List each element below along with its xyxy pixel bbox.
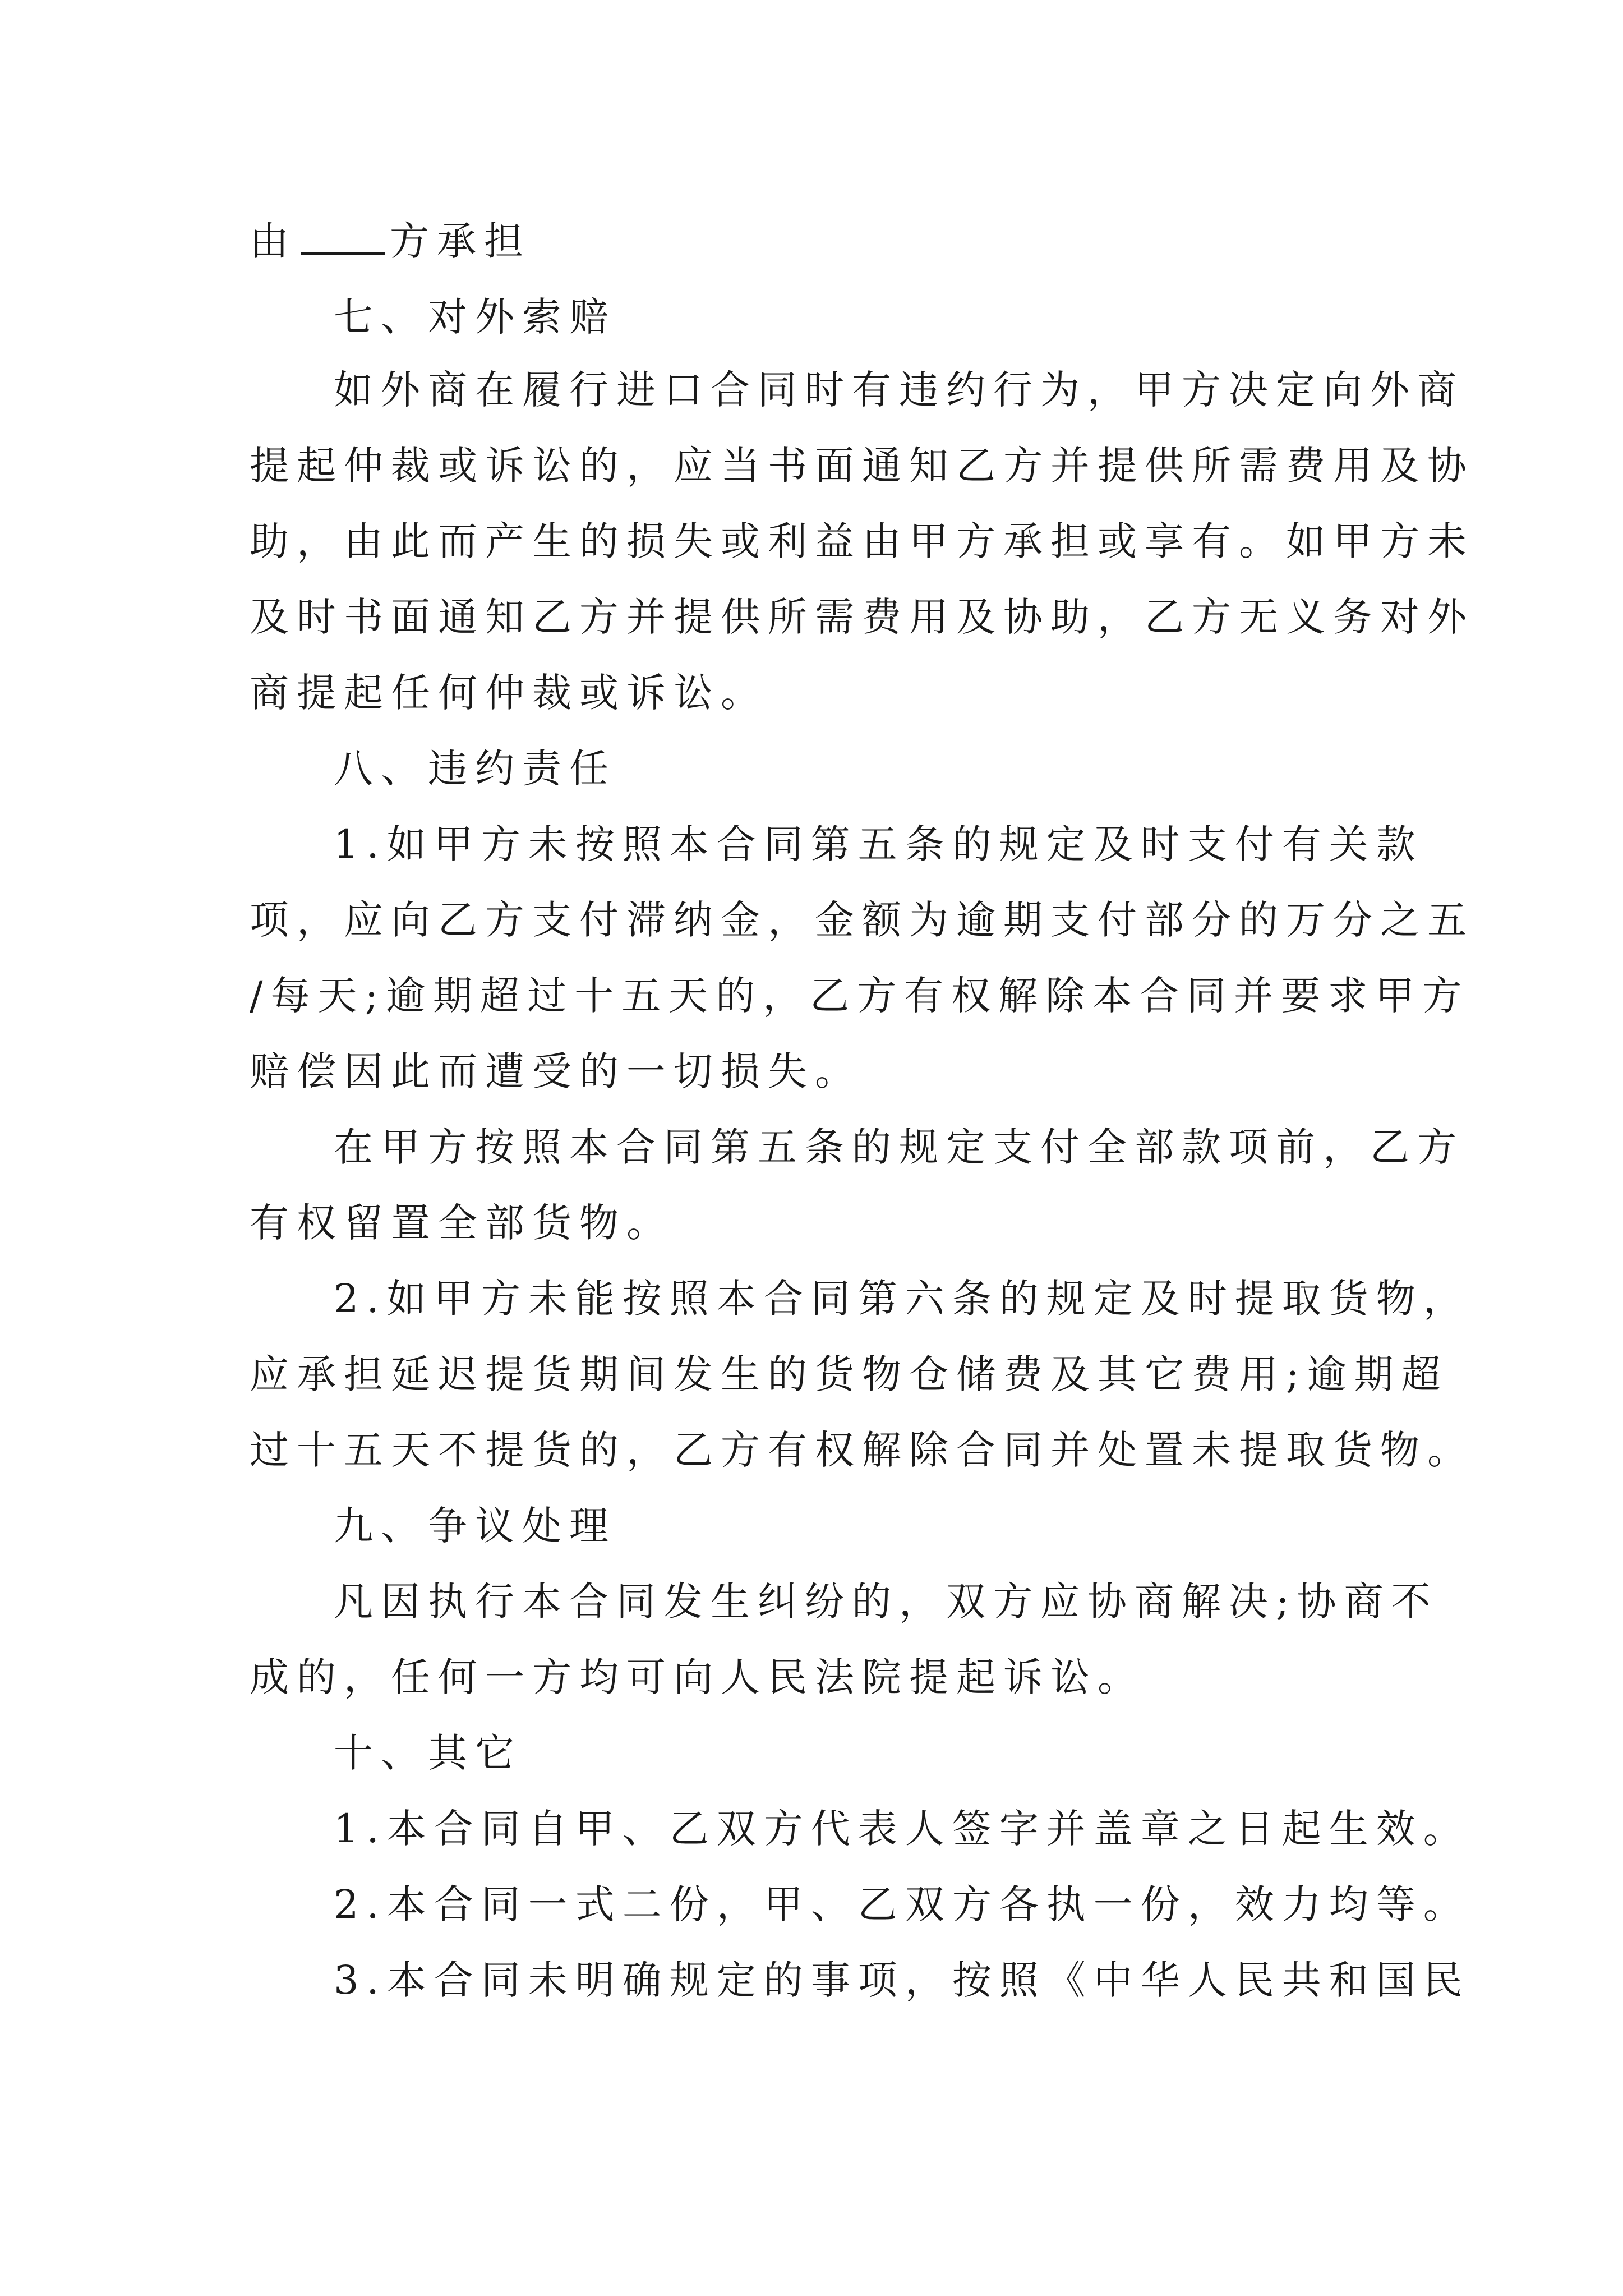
paragraph-line: 2.如甲方未能按照本合同第六条的规定及时提取货物，: [334, 1276, 1470, 1322]
paragraph-line: 赔偿因此而遭受的一切损失。: [250, 1048, 862, 1094]
paragraph-line: 应承担延迟提货期间发生的货物仓储费及其它费用;逾期超: [250, 1351, 1449, 1397]
paragraph-line: 提起仲裁或诉讼的，应当书面通知乙方并提供所需费用及协: [250, 443, 1474, 489]
section-heading-7: 七、对外索赔: [334, 294, 616, 340]
paragraph-line: 2.本合同一式二份，甲、乙双方各执一份，效力均等。: [334, 1881, 1470, 1927]
paragraph-line: 1.本合同自甲、乙双方代表人签字并盖章之日起生效。: [334, 1806, 1470, 1852]
section-heading-10: 十、其它: [334, 1730, 522, 1776]
fill-in-blank: [301, 224, 385, 255]
paragraph-line: 1.如甲方未按照本合同第五条的规定及时支付有关款: [334, 821, 1423, 867]
paragraph-line: 商提起任何仲裁或诉讼。: [250, 670, 768, 716]
paragraph-line: 如外商在履行进口合同时有违约行为，甲方决定向外商: [334, 367, 1464, 413]
paragraph-line: 在甲方按照本合同第五条的规定支付全部款项前，乙方: [334, 1124, 1464, 1170]
text-line-1-start: 由: [250, 218, 297, 264]
paragraph-line: 3.本合同未明确规定的事项，按照《中华人民共和国民: [334, 1957, 1470, 2003]
section-heading-9: 九、争议处理: [334, 1503, 616, 1549]
paragraph-line: 凡因执行本合同发生纠纷的，双方应协商解决;协商不: [334, 1579, 1438, 1625]
paragraph-line: 过十五天不提货的，乙方有权解除合同并处置未提取货物。: [250, 1427, 1474, 1473]
section-heading-8: 八、违约责任: [334, 746, 616, 792]
text-line-1: [250, 218, 531, 264]
paragraph-line: /每天;逾期超过十五天的，乙方有权解除本合同并要求甲方: [250, 973, 1470, 1019]
paragraph-line: 及时书面通知乙方并提供所需费用及协助，乙方无义务对外: [250, 594, 1474, 640]
paragraph-line: 有权留置全部货物。: [250, 1200, 674, 1246]
paragraph-line: 助，由此而产生的损失或利益由甲方承担或享有。如甲方未: [250, 518, 1474, 564]
paragraph-line: 成的，任何一方均可向人民法院提起诉讼。: [250, 1654, 1145, 1700]
paragraph-line: 项，应向乙方支付滞纳金，金额为逾期支付部分的万分之五: [250, 897, 1474, 943]
text-line-1-end: 方承担: [390, 218, 531, 264]
